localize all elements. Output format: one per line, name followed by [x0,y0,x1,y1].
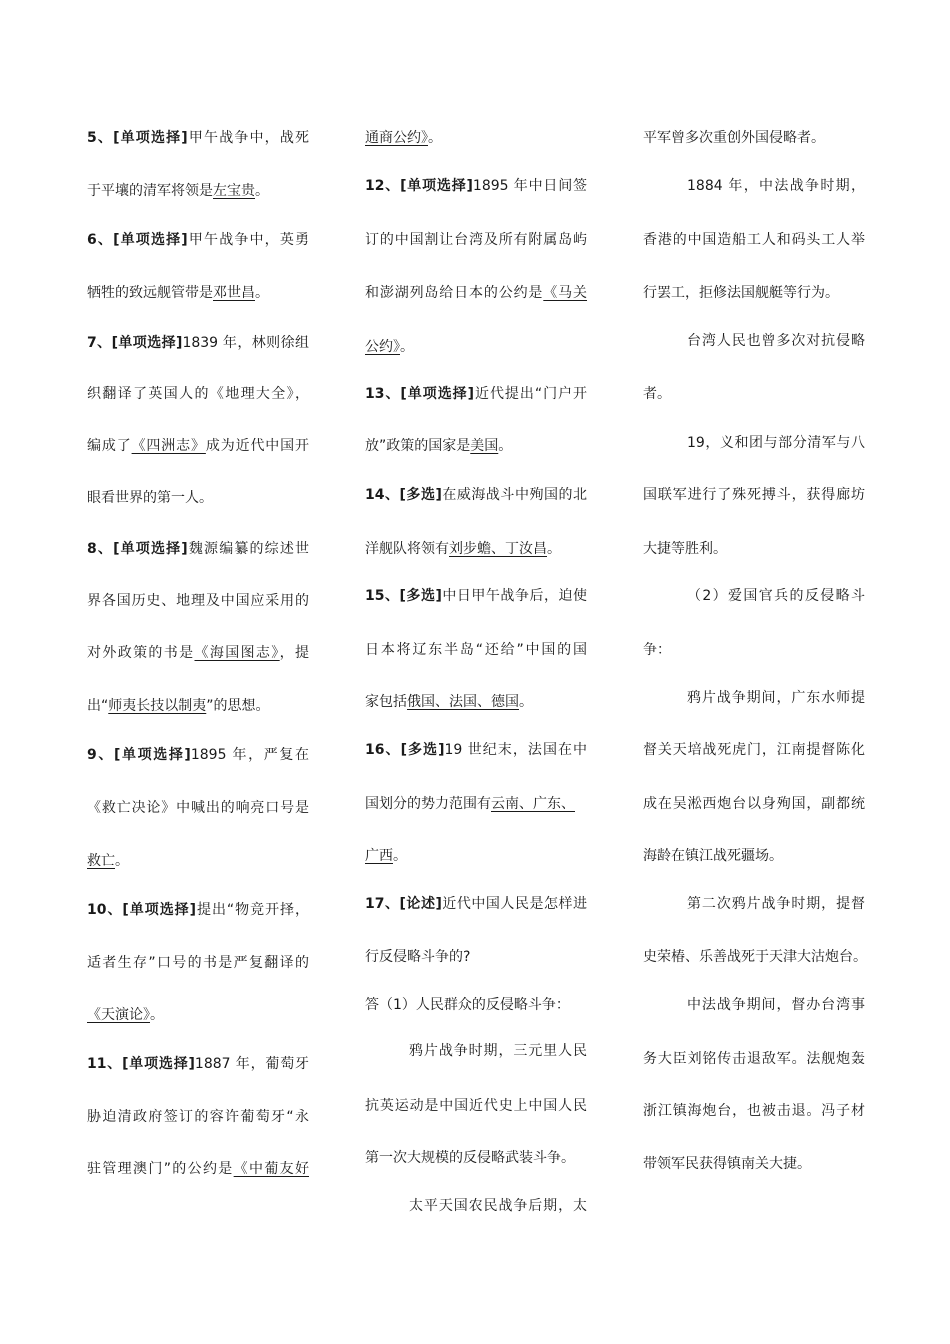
paragraph-line: 台湾人民也曾多次对抗侵略 [687,333,865,349]
q8-text: 对外政策的书是 [87,645,195,661]
q15-line-1 [365,586,587,606]
q9-text: 。 [115,853,129,869]
q6-line-1 [87,230,309,250]
q16-text: 国划分的势力范围有 [365,796,491,812]
q12-text: 和澎湖列岛给日本的公约是 [365,285,544,301]
paragraph-line: 香港的中国造船工人和码头工人举 [643,232,865,248]
q13-line-1 [365,384,587,404]
q7-line-4: 眼看世界的第一人。 [87,490,213,506]
paragraph-line: 抗英运动是中国近代史上中国人民 [365,1098,587,1114]
paragraph-line: 鸦片战争期间，广东水师提 [687,690,865,706]
q6-line-2 [87,283,309,303]
q15-line-3 [365,692,587,712]
q11-continuation [365,128,587,148]
q16-answer: 云南、广东、 [491,796,575,812]
q6-type-tag: [单项选择] [113,232,188,248]
q14-text: 洋舰队将领有 [365,541,449,557]
q9-text: 1895 年，严复在 [190,747,309,763]
q10-text: 。 [150,1007,164,1023]
q5-text: 于平壤的清军将领是 [87,183,213,199]
q8-type-tag: [单项选择] [113,541,188,557]
q11-text: 。 [428,130,442,146]
q17-number: 17、 [365,896,400,912]
q10-answer: 《天演论》 [87,1007,150,1023]
q9-line-3 [87,851,309,871]
q11-type-tag: [单项选择] [122,1056,195,1072]
paragraph-line: 海龄在镇江战死疆场。 [643,848,783,864]
q17-line-2: 行反侵略斗争的? [365,949,471,965]
q10-text: 提出“物竞开择， [196,902,310,918]
q9-line-1 [87,745,309,765]
paragraph-line: 带领军民获得镇南关大捷。 [643,1156,811,1172]
q15-text: 中日甲午战争后，迫使 [441,588,588,604]
q7-line-2: 织翻译了英国人的《地理大全》， [87,386,309,402]
q17-text: 近代中国人民是怎样进 [441,896,588,912]
paragraph-line: 国联军进行了殊死搏斗，获得廊坊 [643,487,865,503]
q6-text: 。 [255,285,269,301]
q15-text: 。 [519,694,533,710]
q8-answer: 《海国图志》 [194,645,280,661]
q17-line-1 [365,894,587,914]
q14-type-tag: [多选] [399,487,442,503]
q16-line-2 [365,794,587,814]
q15-number: 15、 [365,588,400,604]
q10-line-2: 适者生存”口号的书是严复翻译的 [87,955,309,971]
q15-line-2: 日本将辽东半岛“还给”中国的国 [365,642,587,658]
q8-answer: 师夷长技以制夷 [108,698,207,714]
q7-text: 编成了 [87,438,132,454]
paragraph-line: 督关天培战死虎门，江南提督陈化 [643,742,865,758]
paragraph-line: 者。 [643,386,671,402]
q5-text: 甲午战争中，战死 [187,130,310,146]
q16-line-3 [365,846,587,866]
paragraph-line: 第一次大规模的反侵略武装斗争。 [365,1150,575,1166]
q14-line-2 [365,539,587,559]
q12-line-4 [365,337,587,357]
q6-text: 牺牲的致远舰管带是 [87,285,213,301]
answer-heading: 答（1）人民群众的反侵略斗争： [365,997,570,1013]
q15-answer: 俄国、法国、德国 [407,694,519,710]
q13-text: 放”政策的国家是 [365,438,471,454]
q13-type-tag: [单项选择] [400,386,475,402]
q12-line-1 [365,176,587,196]
q12-number: 12、 [365,178,401,194]
paragraph-line: 务大臣刘铭传击退敌军。法舰炮轰 [643,1051,865,1067]
paragraph-line: 鸦片战争时期，三元里人民 [409,1043,587,1059]
q5-text: 。 [255,183,269,199]
q7-line-3 [87,436,309,456]
paragraph-line: 中法战争期间，督办台湾事 [687,997,865,1013]
q15-type-tag: [多选] [399,588,442,604]
paragraph-line: 史荣椿、乐善战死于天津大沽炮台。 [643,949,867,965]
q13-text: 。 [498,438,513,454]
q9-line-2: 《救亡决论》中喊出的响亮口号是 [87,800,309,816]
q11-text: 1887 年，葡萄牙 [194,1056,309,1072]
q12-line-2: 订的中国割让台湾及所有附属岛屿 [365,232,587,248]
q8-number: 8、 [87,541,114,557]
q16-type-tag: [多选] [400,742,445,758]
paragraph-line: 浙江镇海炮台，也被击退。冯子材 [643,1103,865,1119]
q10-line-3 [87,1005,309,1025]
q11-answer: 《中葡友好 [233,1161,309,1177]
q8-text: ，提 [279,645,310,661]
q8-text: 出“ [87,698,109,714]
q16-text: 。 [393,848,407,864]
paragraph-line: 行罢工，拒修法国舰艇等行为。 [643,285,839,301]
q6-number: 6、 [87,232,114,248]
q8-line-3 [87,643,309,663]
q17-type-tag: [论述] [399,896,442,912]
q12-line-3 [365,283,587,303]
q9-type-tag: [单项选择] [113,747,191,763]
q11-line-1 [87,1054,309,1074]
q5-answer: 左宝贵 [213,183,255,199]
q8-line-1 [87,539,309,559]
paragraph-taiping-line-1: 太平天国农民战争后期，太 [409,1198,587,1214]
paragraph-taiping-line-2: 平军曾多次重创外国侵略者。 [643,130,825,146]
q8-text: ”的思想。 [206,698,270,714]
q11-line-2: 胁迫清政府签订的容许葡萄牙“永 [87,1109,309,1125]
q14-text: 在威海战斗中殉国的北 [441,487,588,503]
q7-type-tag: [单项选择] [111,335,183,351]
q5-number: 5、 [87,130,114,146]
q12-type-tag: [单项选择] [400,178,473,194]
q13-line-2 [365,436,587,456]
q14-text: 。 [547,541,561,557]
q5-type-tag: [单项选择] [113,130,188,146]
q8-text: 魏源编纂的综述世 [187,541,310,557]
q11-answer: 通商公约》 [365,130,428,146]
q9-number: 9、 [87,747,114,763]
paragraph-line: 成在吴淞西炮台以身殉国，副都统 [643,796,865,812]
q14-number: 14、 [365,487,400,503]
q14-line-1 [365,485,587,505]
q11-text: 驻管理澳门”的公约是 [87,1161,234,1177]
paragraph-line: 第二次鸦片战争时期，提督 [687,896,865,912]
q11-line-3 [87,1159,309,1179]
q15-text: 家包括 [365,694,407,710]
q12-answer: 公约》 [365,339,400,355]
q7-number: 7、 [87,335,112,351]
q7-text: 成为近代中国开 [205,438,310,454]
q13-number: 13、 [365,386,401,402]
q11-number: 11、 [87,1056,123,1072]
q10-number: 10、 [87,902,123,918]
q7-answer: 《四洲志》 [131,438,206,454]
q16-text: 19 世纪末，法国在中 [444,742,588,758]
paragraph-line: 大捷等胜利。 [643,541,727,557]
q16-answer: 广西 [365,848,393,864]
q7-line-1 [87,333,309,353]
paragraph-line: 1884 年，中法战争时期， [687,178,865,194]
q14-answer: 刘步蟾、丁汝昌 [449,541,547,557]
q12-text: 1895 年中日间签 [472,178,587,194]
q13-answer: 美国 [470,438,499,454]
q13-text: 近代提出“门户开 [474,386,588,402]
paragraph-line: （2）爱国官兵的反侵略斗 [687,588,865,604]
paragraph-line: 19，义和团与部分清军与八 [687,435,865,451]
q9-answer: 救亡 [87,853,115,869]
q5-line-2 [87,181,309,201]
q8-line-4 [87,696,309,716]
q5-line-1 [87,128,309,148]
q12-answer: 《马关 [543,285,588,301]
q10-line-1 [87,900,309,920]
q10-type-tag: [单项选择] [122,902,197,918]
q6-text: 甲午战争中，英勇 [187,232,310,248]
q16-number: 16、 [365,742,401,758]
q8-line-2: 界各国历史、地理及中国应采用的 [87,593,309,609]
q16-line-1 [365,740,587,760]
q12-text: 。 [400,339,414,355]
q6-answer: 邓世昌 [213,285,255,301]
paragraph-line: 争： [643,642,671,658]
q7-text: 1839 年，林则徐组 [182,335,309,351]
